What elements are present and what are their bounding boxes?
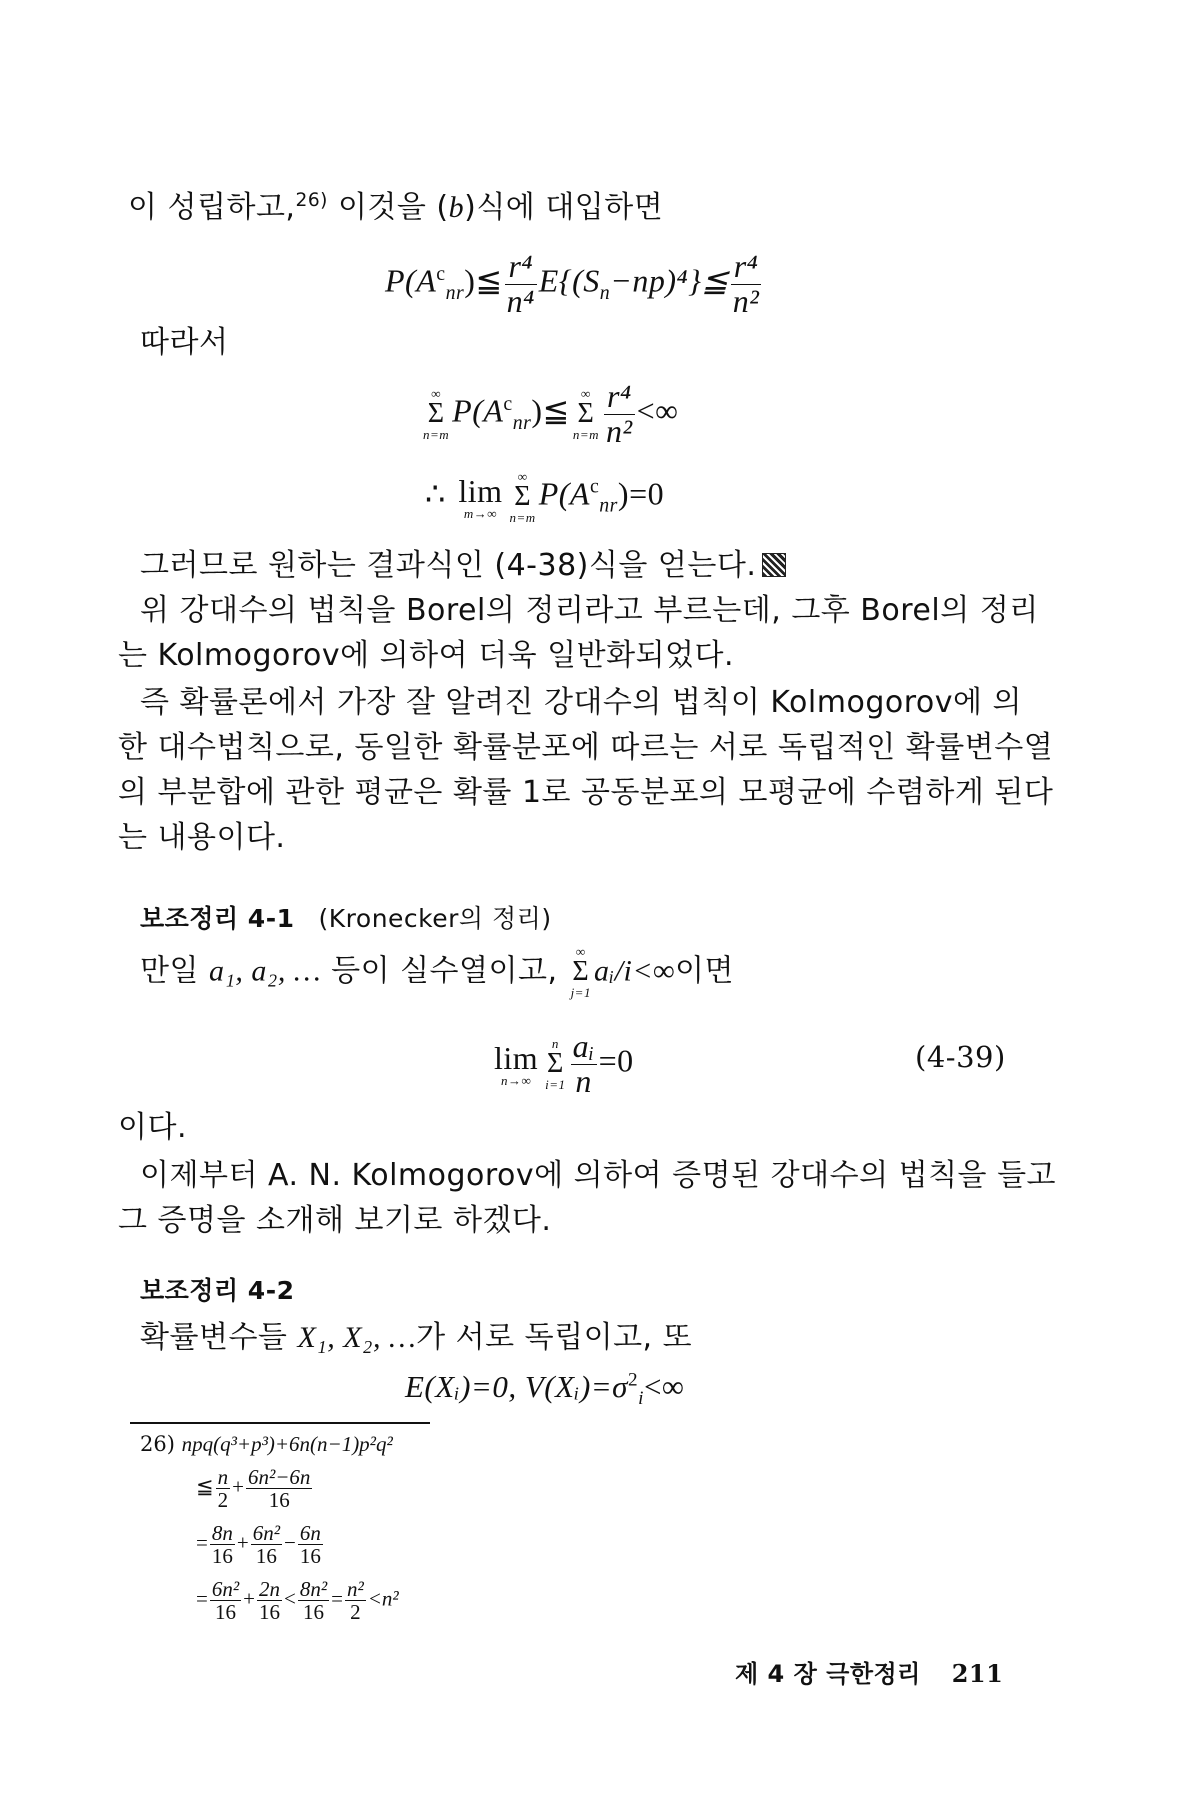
ttarasu-text: 따라서 [140,325,229,360]
equation-4-39 [490,1030,634,1098]
eq2-sigma-2: ∞ Σ n=m [572,386,600,443]
equation-3 [425,470,664,524]
page-number: 211 [951,1659,1004,1688]
eq5-sub: i [638,1388,644,1410]
eq4-sigma: n Σ i=1 [545,1036,566,1093]
lemma-4-1-sigma: ∞ Σ j=1 [570,944,591,1000]
footnote-label: 26) [140,1432,175,1456]
footnote-ref: 26) [295,190,328,211]
equation-number-4-39: (4-39) [915,1040,1006,1074]
equation-1 [385,250,763,318]
intro-var-b: b [448,191,465,224]
lemma-4-1-term: aᵢ/i<∞ [593,954,675,988]
intro-text-a: 이 성립하고, [128,190,296,225]
equation-2 [420,380,678,448]
lemma-4-2-title: 보조정리 4-2 [140,1276,295,1305]
eq3-lim: lim m→∞ [458,472,503,521]
eq1-close: )≦ [464,262,503,299]
eq1-mid: E{(S [538,262,600,299]
lemma-4-1-text-2: 등이 실수열이고, [321,953,568,989]
eq1-sub: nr [445,281,465,304]
eq2-sub: nr [512,411,532,434]
eq1-mid2: −np)⁴}≦ [610,262,729,299]
eq1-sup: c [436,262,446,285]
eq5-sup: 2 [627,1369,639,1391]
eq1-frac-2: $\frac{\text{r⁴}}{\text{n²}}$ [732,248,760,319]
lemma-4-1-text-3: 이면 [675,953,734,989]
eq1-sub2: n [599,281,611,304]
footnote-expr-1: npq(q³+p³)+6n(n−1)p²q² [181,1432,393,1456]
running-footer [735,1660,1003,1689]
eq1-lhs: P(A [385,262,437,299]
paragraph-2-line-1: 위 강대수의 법칙을 Borel의 정리라고 부르는데, 그후 Borel의 정리 [140,593,1039,628]
eq2-lhs: P(A [452,392,504,429]
paragraph-3-line-2: 한 대수법칙으로, 동일한 확률분포에 따르는 서로 독립적인 확률변수열 [118,730,1054,765]
therefore-symbol: ∴ [425,475,446,512]
eq4-frac: $\frac{\text{aᵢ}}{n}$ [572,1028,595,1099]
eq2-sup: c [503,392,513,415]
qed-box-icon [762,553,786,577]
paragraph-1 [140,548,786,584]
lemma-4-2-text-2: 가 서로 독립이고, 또 [416,1320,693,1355]
eq2-sigma-1: ∞ Σ n=m [423,386,450,443]
eq4-tail: =0 [598,1042,634,1079]
lemma-4-1-note: (Kronecker의 정리) [318,904,552,933]
eq2-frac: $\frac{\text{r⁴}}{\text{n²}}$ [606,378,633,449]
lemma-4-2-vars: X₁, X₂, … [297,1321,417,1354]
eq2-tail: <∞ [636,392,679,429]
footnote-line-3: = $\frac{8n}{16}$ + $\frac{\text{6n²}}{16}$ − $\frac{6n}{16}$ [196,1521,321,1569]
intro-line [128,190,663,226]
intro-text-b: 이것을 ( [327,190,449,225]
paragraph-1-text: 그러므로 원하는 결과식인 (4-38)식을 얻는다. [140,548,757,583]
eq3-sup: c [589,475,600,498]
equation-5 [405,1368,685,1410]
eq3-tail: )=0 [617,475,665,512]
eq3-lhs: P(A [538,475,590,512]
paragraph-3-line-4: 는 내용이다. [118,820,286,855]
lemma-4-2-text-1: 확률변수들 [140,1320,298,1355]
chapter-title: 제 4 장 극한정리 [735,1660,921,1688]
footnote-rule [130,1422,430,1424]
eq2-close: )≦ [531,392,570,429]
lemma-4-1-heading [140,900,552,936]
lemma-4-2-statement [140,1320,692,1356]
paragraph-4-line-2: 그 증명을 소개해 보기로 하겠다. [118,1203,552,1238]
paragraph-4-line-1: 이제부터 A. N. Kolmogorov에 의하여 증명된 강대수의 법칙을 들고 [140,1158,1057,1193]
eq5-tail: <∞ [643,1369,685,1404]
footnote-line-4: = $\frac{\text{6n²}}{16}$ + $\frac{2n}{16}$ < $\frac{\text{8n²}}{16}$ = $\frac{\text{n²}}{2}$ <n² [196,1577,399,1625]
lemma-4-1-sequence: a₁, a₂, … [209,954,322,988]
eq3-sigma: ∞ Σ n=m [509,469,536,525]
footnote-line-2: ≦ $\frac{n}{2}$ + $\frac{\text{6n²−6n}}{16}$ [196,1465,311,1513]
eq5-main: E(Xᵢ)=0, V(Xᵢ)=σ [405,1369,628,1404]
lemma-4-1-text-1: 만일 [140,953,209,989]
lemma-4-1-statement [140,945,734,999]
footnote-line-1 [140,1432,393,1457]
paragraph-3-line-1: 즉 확률론에서 가장 잘 알려진 강대수의 법칙이 Kolmogorov에 의 [140,685,1022,720]
eq1-frac-1: $\frac{\text{r⁴}}{\text{n⁴}}$ [506,248,535,319]
intro-text-c: )식에 대입하면 [464,190,664,225]
paragraph-3-line-3: 의 부분합에 관한 평균은 확률 1로 공동분포의 모평균에 수렴하게 된다 [118,775,1054,810]
paragraph-2-line-2: 는 Kolmogorov에 의하여 더욱 일반화되었다. [118,638,735,673]
eq4-lim: lim n→∞ [494,1039,539,1088]
lemma-4-1-title: 보조정리 4-1 [140,904,295,933]
eq3-sub: nr [599,494,618,517]
ida-text: 이다. [118,1110,187,1145]
